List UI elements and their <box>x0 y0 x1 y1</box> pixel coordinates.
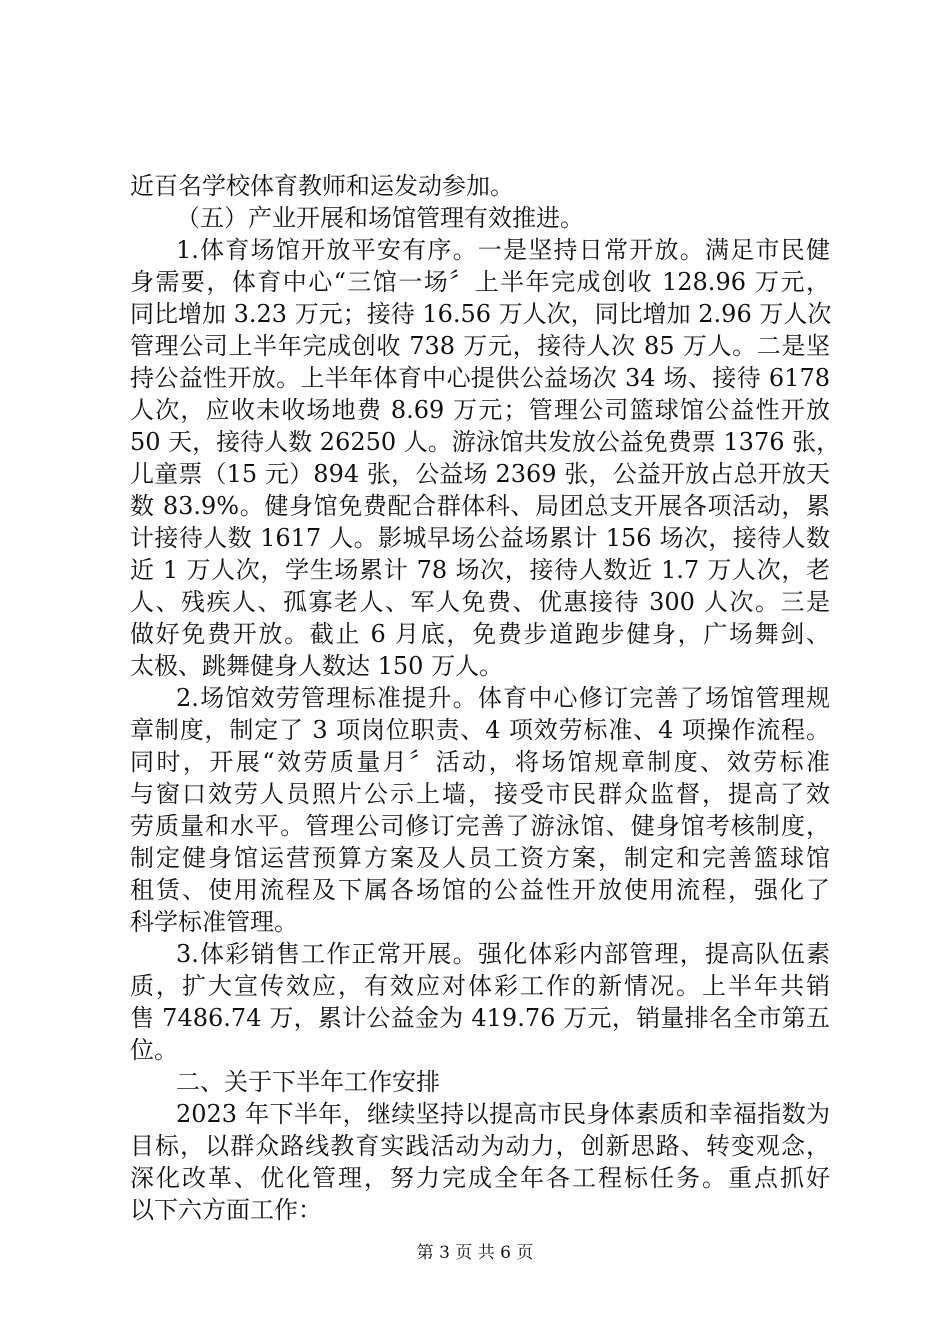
text-line: 与窗口效劳人员照片公示上墙，接受市民群众监督，提高了效 <box>130 780 830 808</box>
text-line: 同比增加 3.23 万元；接待 16.56 万人次，同比增加 2.96 万人次 <box>130 300 832 328</box>
paragraph-start: 2.场馆效劳管理标准提升。体育中心修订完善了场馆管理规 <box>176 684 830 712</box>
text-line: 章制度，制定了 3 项岗位职责、4 项效劳标准、4 项操作流程。 <box>130 716 830 744</box>
text-line: 售 7486.74 万，累计公益金为 419.76 万元，销量排名全市第五 <box>130 1004 830 1032</box>
section-heading: 二、关于下半年工作安排 <box>176 1068 440 1096</box>
text-line: 身需要，体育中心“三馆一场〞上半年完成创收 128.96 万元， <box>130 268 830 296</box>
paragraph-start: 3.体彩销售工作正常开展。强化体彩内部管理，提高队伍素 <box>176 940 830 968</box>
text-line: 做好免费开放。截止 6 月底，免费步道跑步健身，广场舞剑、 <box>130 620 830 648</box>
text-line: 数 83.9%。健身馆免费配合群体科、局团总支开展各项活动，累 <box>130 492 830 520</box>
text-line: 深化改革、优化管理，努力完成全年各工程标任务。重点抓好 <box>130 1164 830 1192</box>
text-line: 人、残疾人、孤寡老人、军人免费、优惠接待 300 人次。三是 <box>130 588 830 616</box>
text-line: 管理公司上半年完成创收 738 万元，接待人次 85 万人。二是坚 <box>130 332 830 360</box>
text-line: 计接待人数 1617 人。影城早场公益场累计 156 场次，接待人数 <box>130 524 830 552</box>
section-heading: （五）产业开展和场馆管理有效推进。 <box>176 204 584 232</box>
text-line: 近 1 万人次，学生场累计 78 场次，接待人数近 1.7 万人次，老 <box>130 556 830 584</box>
text-line: 位。 <box>130 1036 178 1064</box>
text-line: 太极、跳舞健身人数达 150 万人。 <box>130 652 504 680</box>
text-line: 近百名学校体育教师和运发动参加。 <box>130 172 514 200</box>
text-line: 以下六方面工作： <box>130 1196 322 1224</box>
text-line: 儿童票（15 元）894 张，公益场 2369 张，公益开放占总开放天 <box>130 460 830 488</box>
text-line: 同时，开展“效劳质量月〞活动，将场馆规章制度、效劳标准 <box>130 748 830 776</box>
text-line: 劳质量和水平。管理公司修订完善了游泳馆、健身馆考核制度， <box>130 812 830 840</box>
text-line: 50 天，接待人数 26250 人。游泳馆共发放公益免费票 1376 张， <box>130 428 841 456</box>
text-line: 持公益性开放。上半年体育中心提供公益场次 34 场、接待 6178 <box>130 364 830 392</box>
text-line: 人次，应收未收场地费 8.69 万元；管理公司篮球馆公益性开放 <box>130 396 830 424</box>
page-footer: 第 3 页 共 6 页 <box>416 1243 534 1263</box>
text-line: 质，扩大宣传效应，有效应对体彩工作的新情况。上半年共销 <box>130 972 830 1000</box>
paragraph-start: 2023 年下半年，继续坚持以提高市民身体素质和幸福指数为 <box>176 1100 830 1128</box>
text-line: 科学标准管理。 <box>130 908 298 936</box>
text-line: 租赁、使用流程及下属各场馆的公益性开放使用流程，强化了 <box>130 876 830 904</box>
text-line: 制定健身馆运营预算方案及人员工资方案，制定和完善篮球馆 <box>130 844 830 872</box>
paragraph-start: 1.体育场馆开放平安有序。一是坚持日常开放。满足市民健 <box>176 236 830 264</box>
text-line: 目标，以群众路线教育实践活动为动力，创新思路、转变观念， <box>130 1132 830 1160</box>
